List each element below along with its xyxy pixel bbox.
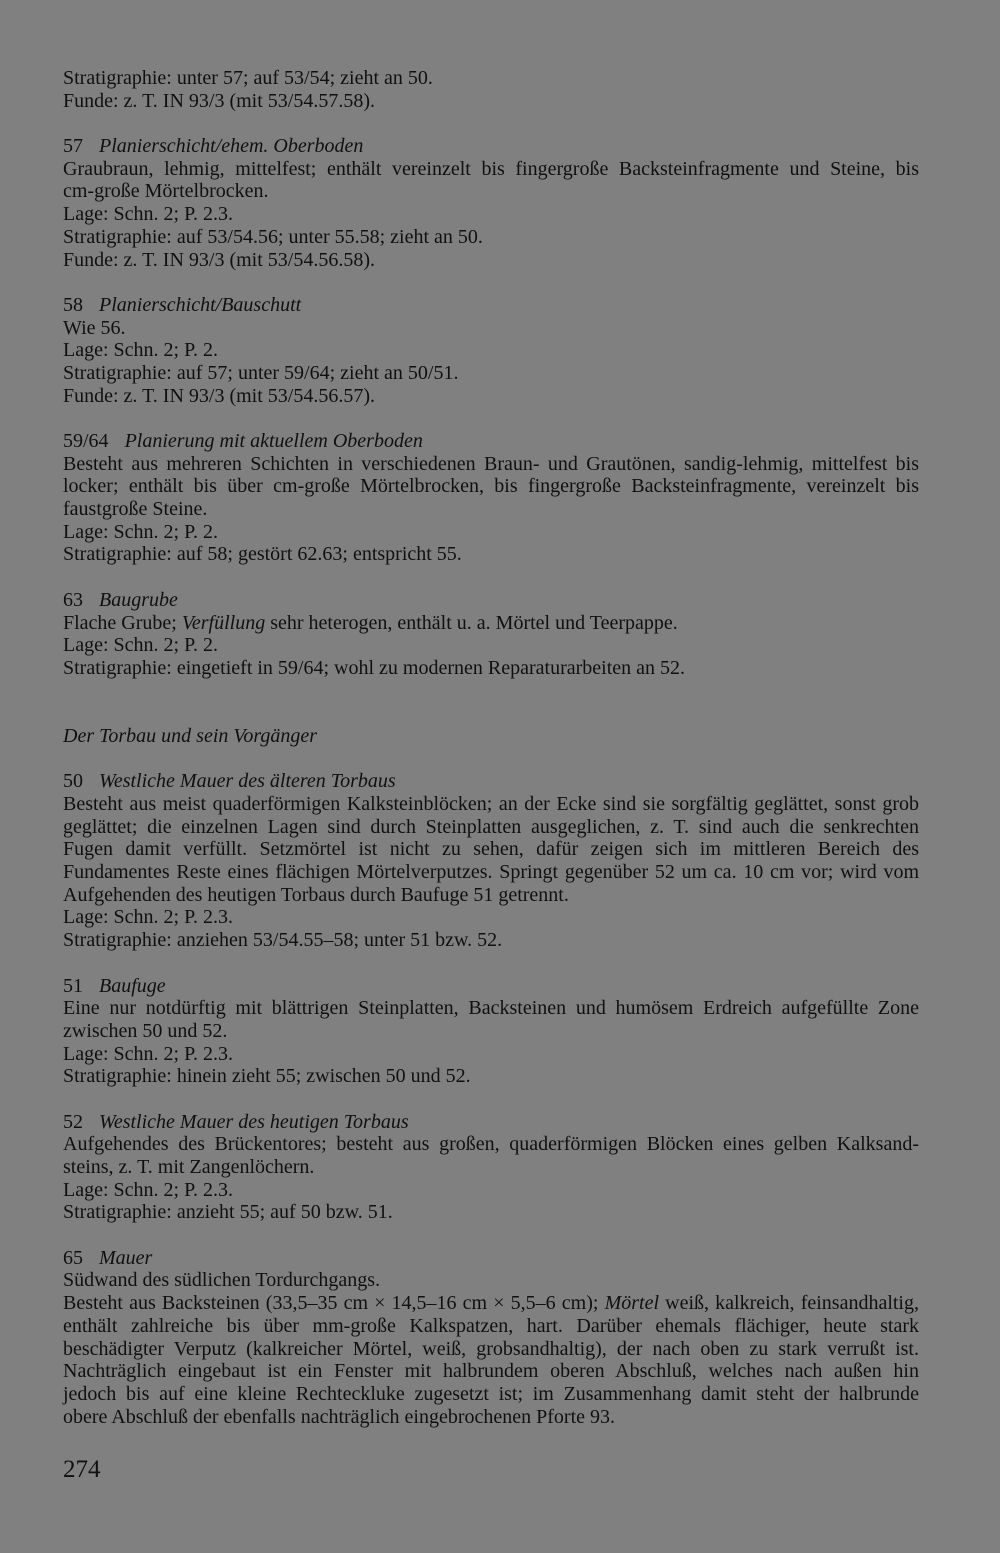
text-line: Funde: z. T. IN 93/3 (mit 53/54.57.58).: [63, 89, 376, 112]
section-heading: Der Torbau und sein Vorgänger: [63, 724, 318, 747]
paragraph: [63, 521, 919, 544]
paragraph: [63, 339, 919, 362]
entry-title: Westliche Mauer des heutigen Torbaus: [99, 1110, 409, 1133]
entries-list-before-heading: [63, 135, 919, 680]
text-line: Lage: Schn. 2; P. 2.: [63, 634, 218, 657]
findings-entry: [63, 975, 919, 1088]
text-line: Aufgehendes des Brückentores; besteht aus großen, quaderförmigen Blöcken eines gelben Kalksand-: [63, 1133, 919, 1156]
text-line: Lage: Schn. 2; P. 2.3.: [63, 203, 233, 226]
entries-list-after-heading: [63, 770, 919, 1428]
emphasized-term: Mörtel: [604, 1292, 660, 1315]
paragraph: [63, 1201, 919, 1224]
emphasized-term: Verfüllung: [181, 611, 266, 634]
findings-entry: [63, 770, 919, 952]
findings-entry: [63, 589, 919, 680]
paragraph: [63, 158, 919, 203]
entry-title: Planierschicht/Bauschutt: [99, 293, 302, 316]
entry-heading: [63, 135, 919, 158]
paragraph: [63, 634, 919, 657]
entry-number: 51: [63, 974, 83, 997]
text-run: weiß, kalkreich, feinsandhaltig,: [659, 1292, 919, 1315]
text-line: Stratigraphie: auf 58; gestört 62.63; entspricht 55.: [63, 543, 462, 566]
text-line: [63, 1292, 919, 1315]
text-line: Fugen damit verfüllt. Setzmörtel ist nicht zu sehen, dafür zeigen sich im mittleren Bereich des: [63, 838, 919, 861]
text-line: Nachträglich eingebaut ist ein Fenster mit halbrundem oberen Abschluß, welches nach außen hin: [63, 1360, 919, 1383]
page-number: 274: [63, 1456, 101, 1483]
text-line: Besteht aus mehreren Schichten in verschiedenen Braun- und Grautönen, sandig-lehmig, mittelfest bis: [63, 452, 919, 475]
entry-number: 58: [63, 293, 83, 316]
text-line: Stratigraphie: auf 57; unter 59/64; zieht an 50/51.: [63, 361, 459, 384]
text-line: Stratigraphie: auf 53/54.56; unter 55.58; zieht an 50.: [63, 225, 483, 248]
paragraph: [63, 203, 919, 226]
findings-entry: [63, 135, 919, 271]
entry-title: Planierung mit aktuellem Oberboden: [124, 430, 423, 452]
entry-number: 50: [63, 770, 83, 793]
text-line: Graubraun, lehmig, mittelfest; enthält vereinzelt bis fingergroße Backsteinfragmente und Steine, bis: [63, 157, 919, 180]
document-page: [63, 67, 919, 1428]
text-line: Besteht aus meist quaderförmigen Kalksteinblöcken; an der Ecke sind sie sorgfältig geglättet, sonst grob: [63, 793, 919, 816]
paragraph: [63, 90, 919, 113]
paragraph: [63, 385, 919, 408]
text-line: Fundamentes Reste eines flächigen Mörtelverputzes. Springt gegenüber 52 um ca. 10 cm vor; wird vom: [63, 861, 919, 884]
text-line: cm-große Mörtelbrocken.: [63, 180, 269, 203]
findings-entry: [63, 1111, 919, 1224]
entry-number: 63: [63, 588, 83, 611]
paragraph: [63, 1269, 919, 1292]
text-line: Lage: Schn. 2; P. 2.3.: [63, 906, 233, 929]
text-line: beschädigter Verputz (kalkreicher Mörtel, weiß, grobsandhaltig), der nach oben zu stark verrußt ist.: [63, 1337, 919, 1360]
text-line: Stratigraphie: hinein zieht 55; zwischen 50 und 52.: [63, 1065, 471, 1088]
intro-continuation: [63, 67, 919, 112]
paragraph: [63, 249, 919, 272]
entry-number: 65: [63, 1246, 83, 1269]
text-line: Stratigraphie: anzieht 55; auf 50 bzw. 51.: [63, 1201, 393, 1224]
entry-title: Planierschicht/ehem. Oberboden: [99, 135, 364, 158]
text-line: Lage: Schn. 2; P. 2.3.: [63, 1178, 233, 1201]
paragraph: [63, 1179, 919, 1202]
text-line: Stratigraphie: unter 57; auf 53/54; zieht an 50.: [63, 67, 433, 89]
text-line: [63, 612, 919, 635]
entry-number: 59/64: [63, 430, 109, 452]
text-line: Lage: Schn. 2; P. 2.: [63, 520, 218, 543]
text-run: Flache Grube;: [63, 611, 182, 634]
text-line: zwischen 50 und 52.: [63, 1019, 228, 1042]
findings-entry: [63, 430, 919, 566]
text-line: Stratigraphie: eingetieft in 59/64; wohl zu modernen Reparaturarbeiten an 52.: [63, 656, 686, 679]
entry-number: 57: [63, 135, 83, 158]
paragraph: [63, 543, 919, 566]
text-run: sehr heterogen, enthält u. a. Mörtel und Teerpappe.: [265, 611, 678, 634]
text-line: enthält zahlreiche bis über mm-große Kalkspatzen, hart. Darüber ehemals flächiger, heute stark: [63, 1314, 919, 1337]
paragraph: [63, 906, 919, 929]
paragraph: [63, 67, 919, 90]
text-line: Wie 56.: [63, 316, 126, 339]
entry-title: Baugrube: [99, 588, 178, 611]
text-line: Aufgehenden des heutigen Torbaus durch Baufuge 51 getrennt.: [63, 883, 569, 906]
text-line: Lage: Schn. 2; P. 2.3.: [63, 1042, 233, 1065]
paragraph: [63, 1133, 919, 1178]
text-line: Südwand des südlichen Tordurchgangs.: [63, 1269, 381, 1292]
text-line: Funde: z. T. IN 93/3 (mit 53/54.56.57).: [63, 384, 376, 407]
text-line: Stratigraphie: anziehen 53/54.55–58; unter 51 bzw. 52.: [63, 929, 503, 952]
text-line: geglättet; die einzelnen Lagen sind durch Steinplatten ausgeglichen, z. T. sind auch die senkrechten: [63, 815, 919, 838]
paragraph: [63, 657, 919, 680]
paragraph: [63, 612, 919, 635]
paragraph: [63, 226, 919, 249]
entry-number: 52: [63, 1110, 83, 1133]
entry-heading: [63, 589, 919, 612]
text-line: obere Abschluß der ebenfalls nachträglich eingebrochenen Pforte 93.: [63, 1405, 616, 1428]
paragraph: [63, 362, 919, 385]
paragraph: [63, 1065, 919, 1088]
entry-title: Mauer: [99, 1246, 153, 1269]
text-line: faustgroße Steine.: [63, 498, 208, 521]
findings-entry: [63, 294, 919, 407]
entry-heading: [63, 1111, 919, 1134]
entry-heading: [63, 975, 919, 998]
text-run: Besteht aus Backsteinen (33,5–35 cm × 14,5–16 cm × 5,5–6 cm);: [63, 1292, 605, 1315]
findings-entry: [63, 1247, 919, 1429]
paragraph: [63, 317, 919, 340]
text-line: Funde: z. T. IN 93/3 (mit 53/54.56.58).: [63, 248, 376, 271]
text-line: jedoch bis auf eine kleine Rechteckluke zugesetzt ist; im Zusammenhang damit steht der halbrunde: [63, 1382, 919, 1405]
paragraph: [63, 997, 919, 1042]
text-line: locker; enthält bis über cm-große Mörtelbrocken, bis fingergroße Backsteinfragmente, vereinzelt bis: [63, 475, 919, 498]
entry-title: Baufuge: [99, 974, 166, 997]
text-line: Eine nur notdürftig mit blättrigen Steinplatten, Backsteinen und humösem Erdreich aufgefüllte Zone: [63, 997, 919, 1020]
entry-heading: [63, 1247, 919, 1270]
entry-heading: [63, 294, 919, 317]
paragraph: [63, 453, 919, 521]
paragraph: [63, 1292, 919, 1428]
text-line: Lage: Schn. 2; P. 2.: [63, 339, 218, 362]
paragraph: [63, 793, 919, 906]
text-line: steins, z. T. mit Zangenlöchern.: [63, 1156, 315, 1179]
paragraph: [63, 1043, 919, 1066]
entry-heading: [63, 770, 919, 793]
entry-title: Westliche Mauer des älteren Torbaus: [99, 770, 396, 793]
paragraph: [63, 929, 919, 952]
entry-heading: [63, 430, 919, 453]
